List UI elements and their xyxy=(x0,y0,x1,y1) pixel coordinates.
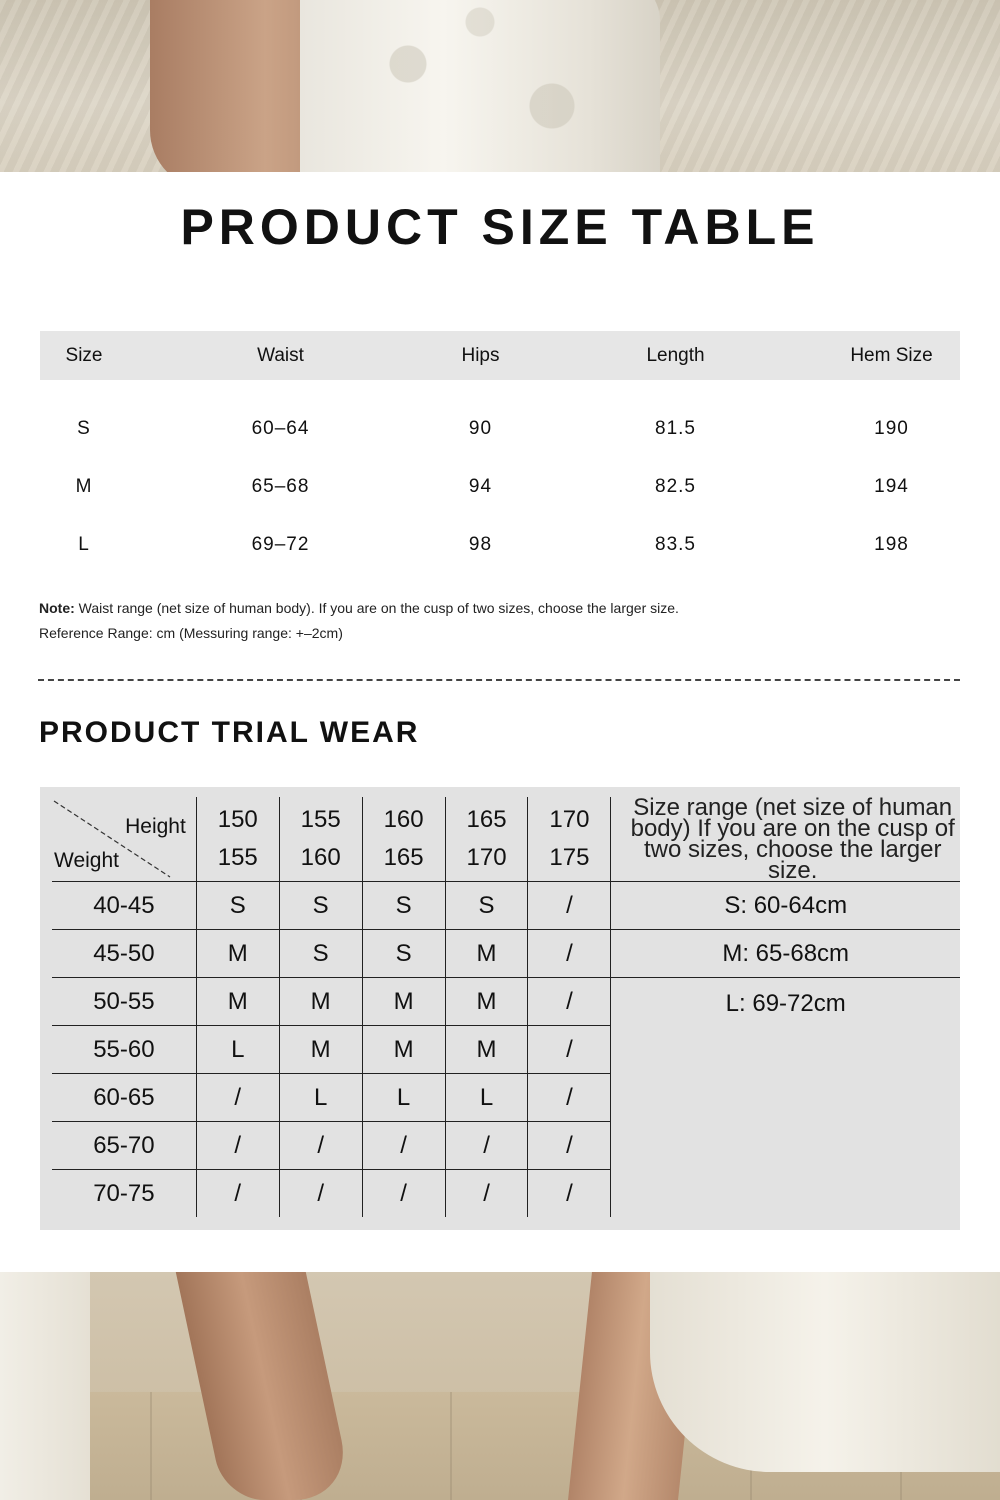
height-header xyxy=(279,797,362,882)
size-cell: / xyxy=(279,1170,362,1218)
size-cell: S xyxy=(362,882,445,930)
size-cell: / xyxy=(528,882,611,930)
size-cell: M xyxy=(196,930,279,978)
size-cell: L xyxy=(279,1074,362,1122)
weight-cell: 45-50 xyxy=(52,930,196,978)
cell-hips: 98 xyxy=(468,534,493,555)
size-cell: / xyxy=(528,1026,611,1074)
header-hem-size: Hem Size xyxy=(850,344,933,366)
height-from: 160 xyxy=(383,806,424,833)
height-from: 155 xyxy=(300,806,341,833)
cell-hips: 94 xyxy=(468,476,493,497)
range-l: L: 69-72cm xyxy=(611,978,960,1218)
size-cell: / xyxy=(528,978,611,1026)
cell-size: L xyxy=(78,534,90,555)
weight-cell: 50-55 xyxy=(52,978,196,1026)
cell-waist: 65–68 xyxy=(251,476,310,497)
cell-waist: 69–72 xyxy=(251,534,310,555)
height-from: 170 xyxy=(549,806,590,833)
size-cell: / xyxy=(362,1122,445,1170)
corner-weight-label: Weight xyxy=(54,849,119,872)
size-cell: M xyxy=(279,978,362,1026)
cell-waist: 60–64 xyxy=(251,418,310,439)
cell-size: M xyxy=(75,476,93,497)
size-cell: / xyxy=(445,1122,528,1170)
range-s: S: 60-64cm xyxy=(611,882,960,930)
trial-row xyxy=(52,978,960,1026)
size-cell: M xyxy=(279,1026,362,1074)
trial-wear-table xyxy=(52,794,960,1217)
header-size: Size xyxy=(65,344,103,366)
table-row xyxy=(40,516,960,574)
section-divider xyxy=(38,679,960,681)
trial-header-row xyxy=(52,797,960,882)
header-hips: Hips xyxy=(461,344,500,366)
bottom-product-photo xyxy=(0,1272,1000,1500)
note-line1: Waist range (net size of human body). If you are on the cusp of two sizes, choose the larger size. xyxy=(74,600,679,616)
size-cell: M xyxy=(362,978,445,1026)
size-range-note: Size range (net size of human body) If you are on the cusp of two sizes, choose the larger size. xyxy=(611,797,960,882)
weight-cell: 60-65 xyxy=(52,1074,196,1122)
note-line2: Reference Range: cm (Messuring range: +–2cm) xyxy=(39,625,343,641)
trial-row xyxy=(52,930,960,978)
size-cell: L xyxy=(445,1074,528,1122)
table-row xyxy=(40,400,960,458)
height-to: 160 xyxy=(300,844,341,871)
size-cell: / xyxy=(196,1170,279,1218)
size-cell: / xyxy=(528,1074,611,1122)
height-header xyxy=(362,797,445,882)
header-length: Length xyxy=(646,344,705,366)
corner-height-label: Height xyxy=(125,815,186,838)
size-cell: / xyxy=(196,1122,279,1170)
size-cell: S xyxy=(196,882,279,930)
size-table-header xyxy=(40,331,960,380)
size-cell: M xyxy=(196,978,279,1026)
page-title: PRODUCT SIZE TABLE xyxy=(180,199,820,255)
size-cell: / xyxy=(279,1122,362,1170)
size-cell: / xyxy=(528,1122,611,1170)
height-to: 155 xyxy=(217,844,258,871)
size-cell: / xyxy=(445,1170,528,1218)
cell-hips: 90 xyxy=(468,418,493,439)
size-cell: / xyxy=(196,1074,279,1122)
top-product-photo xyxy=(0,0,1000,172)
table-row xyxy=(40,458,960,516)
header-waist: Waist xyxy=(257,344,304,366)
cell-length: 82.5 xyxy=(655,476,696,497)
cell-length: 81.5 xyxy=(655,418,696,439)
size-table xyxy=(40,331,960,574)
weight-cell: 70-75 xyxy=(52,1170,196,1218)
size-cell: S xyxy=(445,882,528,930)
cell-hem: 198 xyxy=(874,534,909,555)
size-cell: M xyxy=(445,930,528,978)
weight-cell: 40-45 xyxy=(52,882,196,930)
height-from: 150 xyxy=(217,806,258,833)
note-label: Note: xyxy=(39,600,75,616)
height-header xyxy=(528,797,611,882)
size-cell: L xyxy=(362,1074,445,1122)
cell-hem: 194 xyxy=(874,476,909,497)
height-to: 175 xyxy=(549,844,590,871)
cell-size: S xyxy=(77,418,91,439)
weight-cell: 55-60 xyxy=(52,1026,196,1074)
size-note xyxy=(39,596,679,646)
trial-wear-title: PRODUCT TRIAL WEAR xyxy=(39,716,420,749)
size-cell: / xyxy=(362,1170,445,1218)
height-from: 165 xyxy=(466,806,507,833)
height-header xyxy=(196,797,279,882)
height-header xyxy=(445,797,528,882)
trial-wear-panel xyxy=(40,787,960,1230)
size-cell: S xyxy=(279,930,362,978)
range-m: M: 65-68cm xyxy=(611,930,960,978)
size-cell: / xyxy=(528,930,611,978)
height-to: 170 xyxy=(466,844,507,871)
size-cell: / xyxy=(528,1170,611,1218)
size-cell: M xyxy=(362,1026,445,1074)
size-cell: L xyxy=(196,1026,279,1074)
size-cell: S xyxy=(279,882,362,930)
cell-hem: 190 xyxy=(874,418,909,439)
cell-length: 83.5 xyxy=(655,534,696,555)
height-to: 165 xyxy=(383,844,424,871)
weight-cell: 65-70 xyxy=(52,1122,196,1170)
size-cell: M xyxy=(445,1026,528,1074)
corner-cell xyxy=(52,797,196,882)
trial-row xyxy=(52,882,960,930)
size-cell: M xyxy=(445,978,528,1026)
size-cell: S xyxy=(362,930,445,978)
